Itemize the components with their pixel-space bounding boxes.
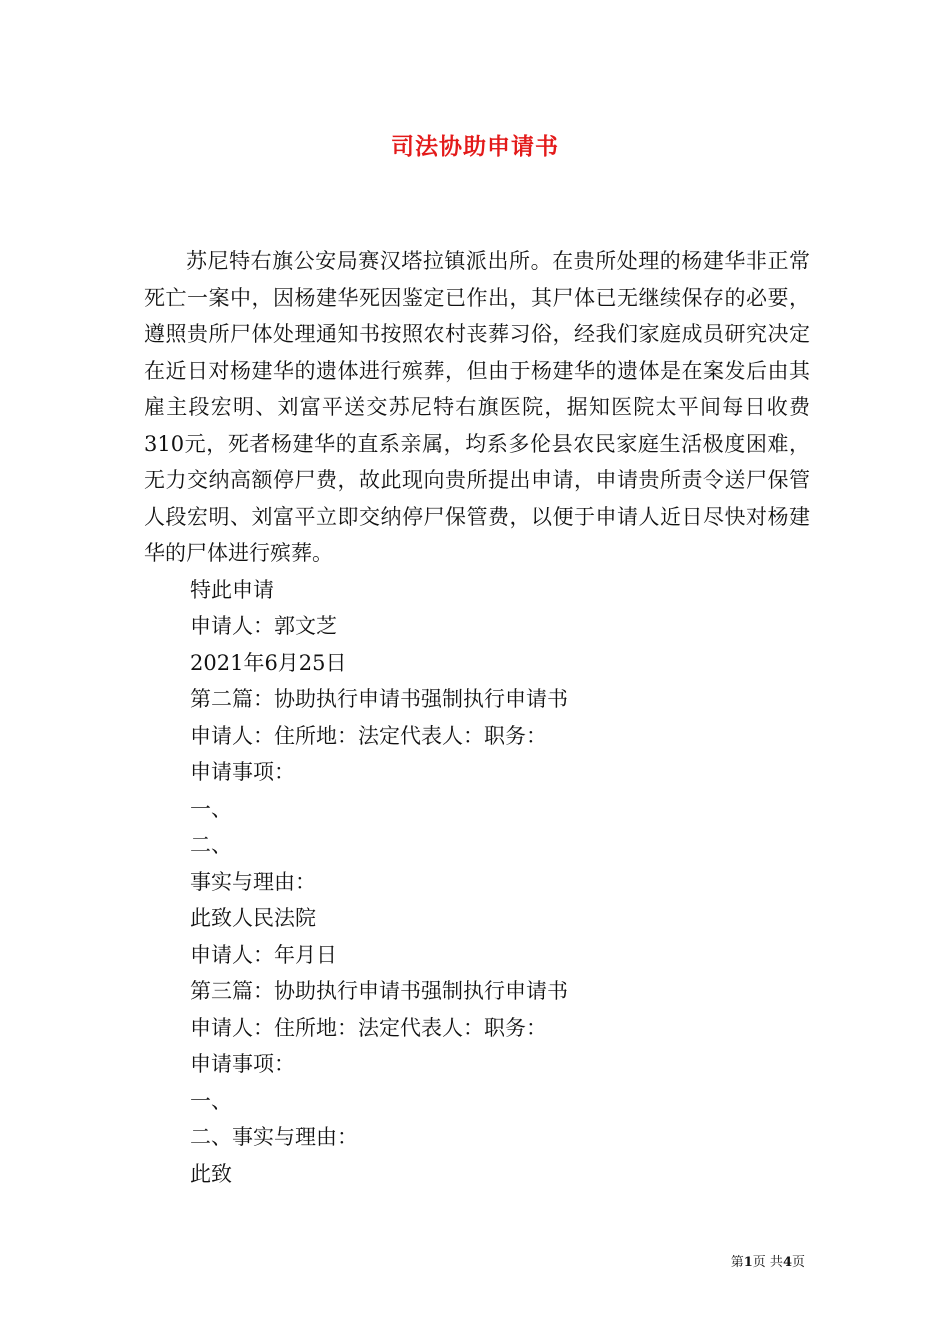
body-line: 申请人：郭文芝 <box>190 614 337 638</box>
body-line: 事实与理由： <box>190 869 316 894</box>
body-line: 此致 <box>190 1161 232 1186</box>
body-line: 申请事项： <box>190 760 295 784</box>
body-line: 特此申请 <box>190 577 274 602</box>
footer-middle: 页 共 <box>752 1255 783 1270</box>
page-footer <box>731 1251 805 1270</box>
body-line: 2021年6月25日 <box>190 650 347 675</box>
body-line: 二、 <box>190 833 232 857</box>
body-line: 申请人：住所地：法定代表人：职务： <box>190 723 547 748</box>
body-line: 一、 <box>190 796 232 821</box>
body-line: 申请人：住所地：法定代表人：职务： <box>190 1015 547 1040</box>
footer-page-number: 1 <box>743 1255 753 1270</box>
body-line: 第三篇：协助执行申请书强制执行申请书 <box>190 979 568 1003</box>
body-line: 申请事项： <box>190 1052 295 1076</box>
footer-prefix: 第 <box>730 1255 744 1270</box>
body-line: 二、事实与理由： <box>190 1125 358 1149</box>
footer-total-pages: 4 <box>782 1255 792 1270</box>
body-line: 第二篇：协助执行申请书强制执行申请书 <box>190 687 568 711</box>
main-paragraph: 苏尼特右旗公安局赛汉塔拉镇派出所。在贵所处理的杨建华非正常死亡一案中，因杨建华死因鉴定已作出，其尸体已无继续保存的必要，遵照贵所尸体处理通知书按照农村丧葬习俗，经我们家庭成员研究决定在近日对杨建华的遗体进行殡葬，但由于杨建华的遗体是在案发后由其雇主段宏明、刘富平送交苏尼特右旗医院，据知医院太平间每日收费310元，死者杨建华的直系亲属，均系多伦县农民家庭生活极度困难，无力交纳高额停尸费，故此现向贵所提出申请，申请贵所责令送尸保管人段宏明、刘富平立即交纳停尸保管费，以便于申请人近日尽快对杨建华的尸体进行殡葬。 <box>144 249 810 565</box>
footer-suffix: 页 <box>791 1255 805 1270</box>
document-body <box>144 243 810 1192</box>
body-line: 此致人民法院 <box>190 906 316 930</box>
body-line: 申请人：年月日 <box>190 942 337 967</box>
document-title: 司法协助申请书 <box>391 133 559 160</box>
body-line: 一、 <box>190 1088 232 1113</box>
